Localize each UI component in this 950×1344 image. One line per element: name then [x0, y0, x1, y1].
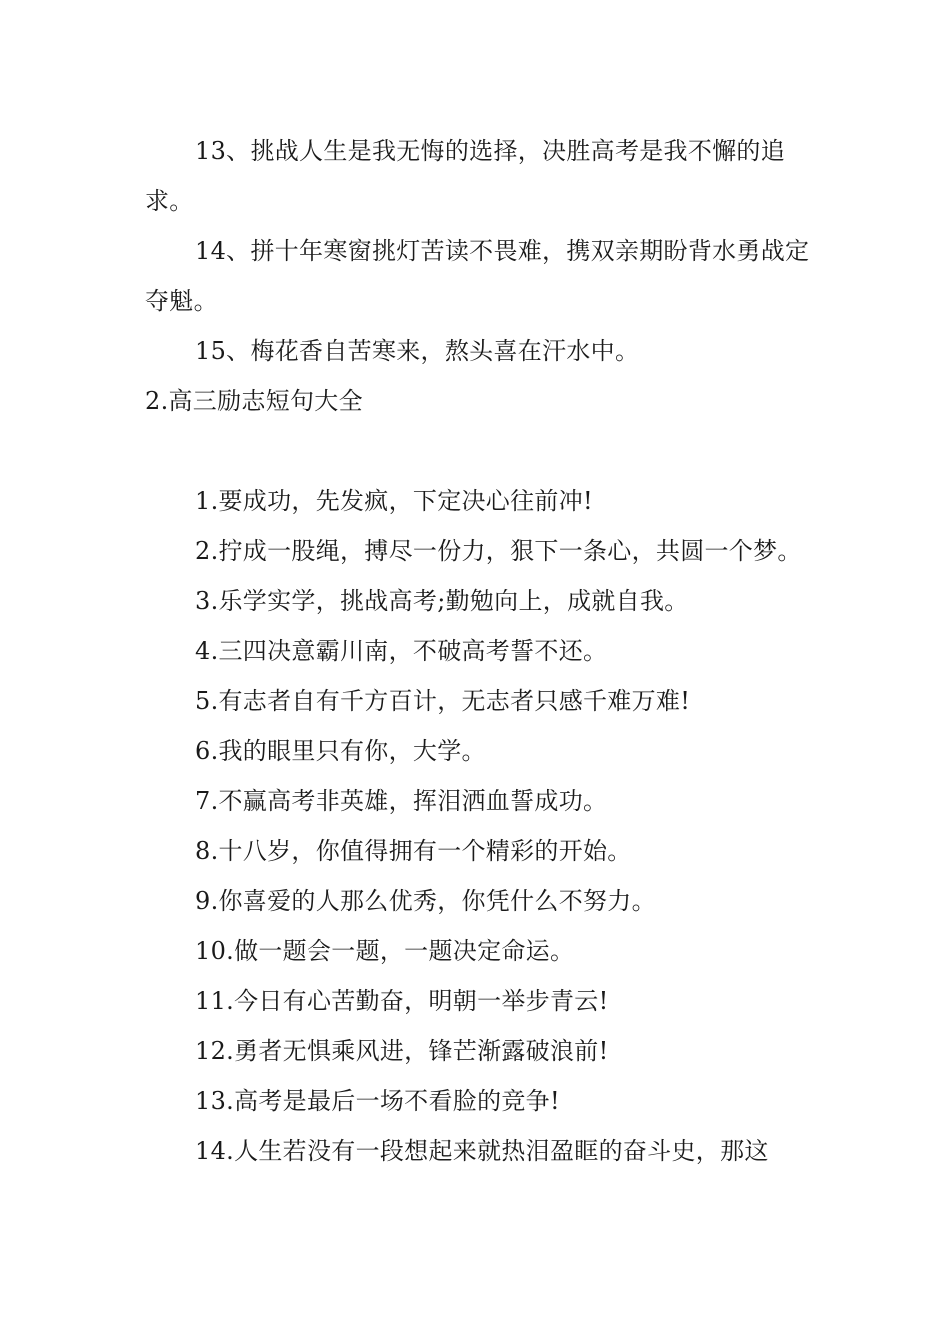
list-item: 3.乐学实学，挑战高考;勤勉向上，成就自我。: [195, 587, 689, 615]
list-item: 6.我的眼里只有你，大学。: [195, 737, 486, 765]
list-item: 4.三四决意霸川南，不破高考誓不还。: [195, 637, 608, 665]
list-item: 13.高考是最后一场不看脸的竞争!: [195, 1087, 560, 1115]
list-item: 14、拼十年寒窗挑灯苦读不畏难，携双亲期盼背水勇战定夺魁。: [145, 237, 810, 315]
list-item: 1.要成功，先发疯，下定决心往前冲!: [195, 487, 593, 515]
list-item: 11.今日有心苦勤奋，明朝一举步青云!: [195, 987, 609, 1015]
list-item: 13、挑战人生是我无悔的选择，决胜高考是我不懈的追求。: [145, 137, 786, 215]
list-item: 9.你喜爱的人那么优秀，你凭什么不努力。: [195, 887, 656, 915]
blank-line: [145, 426, 810, 476]
list-item: 10.做一题会一题，一题决定命运。: [195, 937, 575, 965]
list-item: 8.十八岁，你值得拥有一个精彩的开始。: [195, 837, 632, 865]
list-item: 7.不赢高考非英雄，挥泪洒血誓成功。: [195, 787, 608, 815]
list-item: 12.勇者无惧乘风进，锋芒渐露破浪前!: [195, 1037, 609, 1065]
section-heading: 2.高三励志短句大全: [145, 387, 363, 415]
list-item: 14.人生若没有一段想起来就热泪盈眶的奋斗史，那这: [195, 1137, 769, 1165]
list-item: 5.有志者自有千方百计，无志者只感千难万难!: [195, 687, 691, 715]
document-body: [145, 126, 810, 1176]
list-item: 15、梅花香自苦寒来，熬头喜在汗水中。: [195, 337, 640, 365]
list-item: 2.拧成一股绳，搏尽一份力，狠下一条心，共圆一个梦。: [195, 537, 802, 565]
